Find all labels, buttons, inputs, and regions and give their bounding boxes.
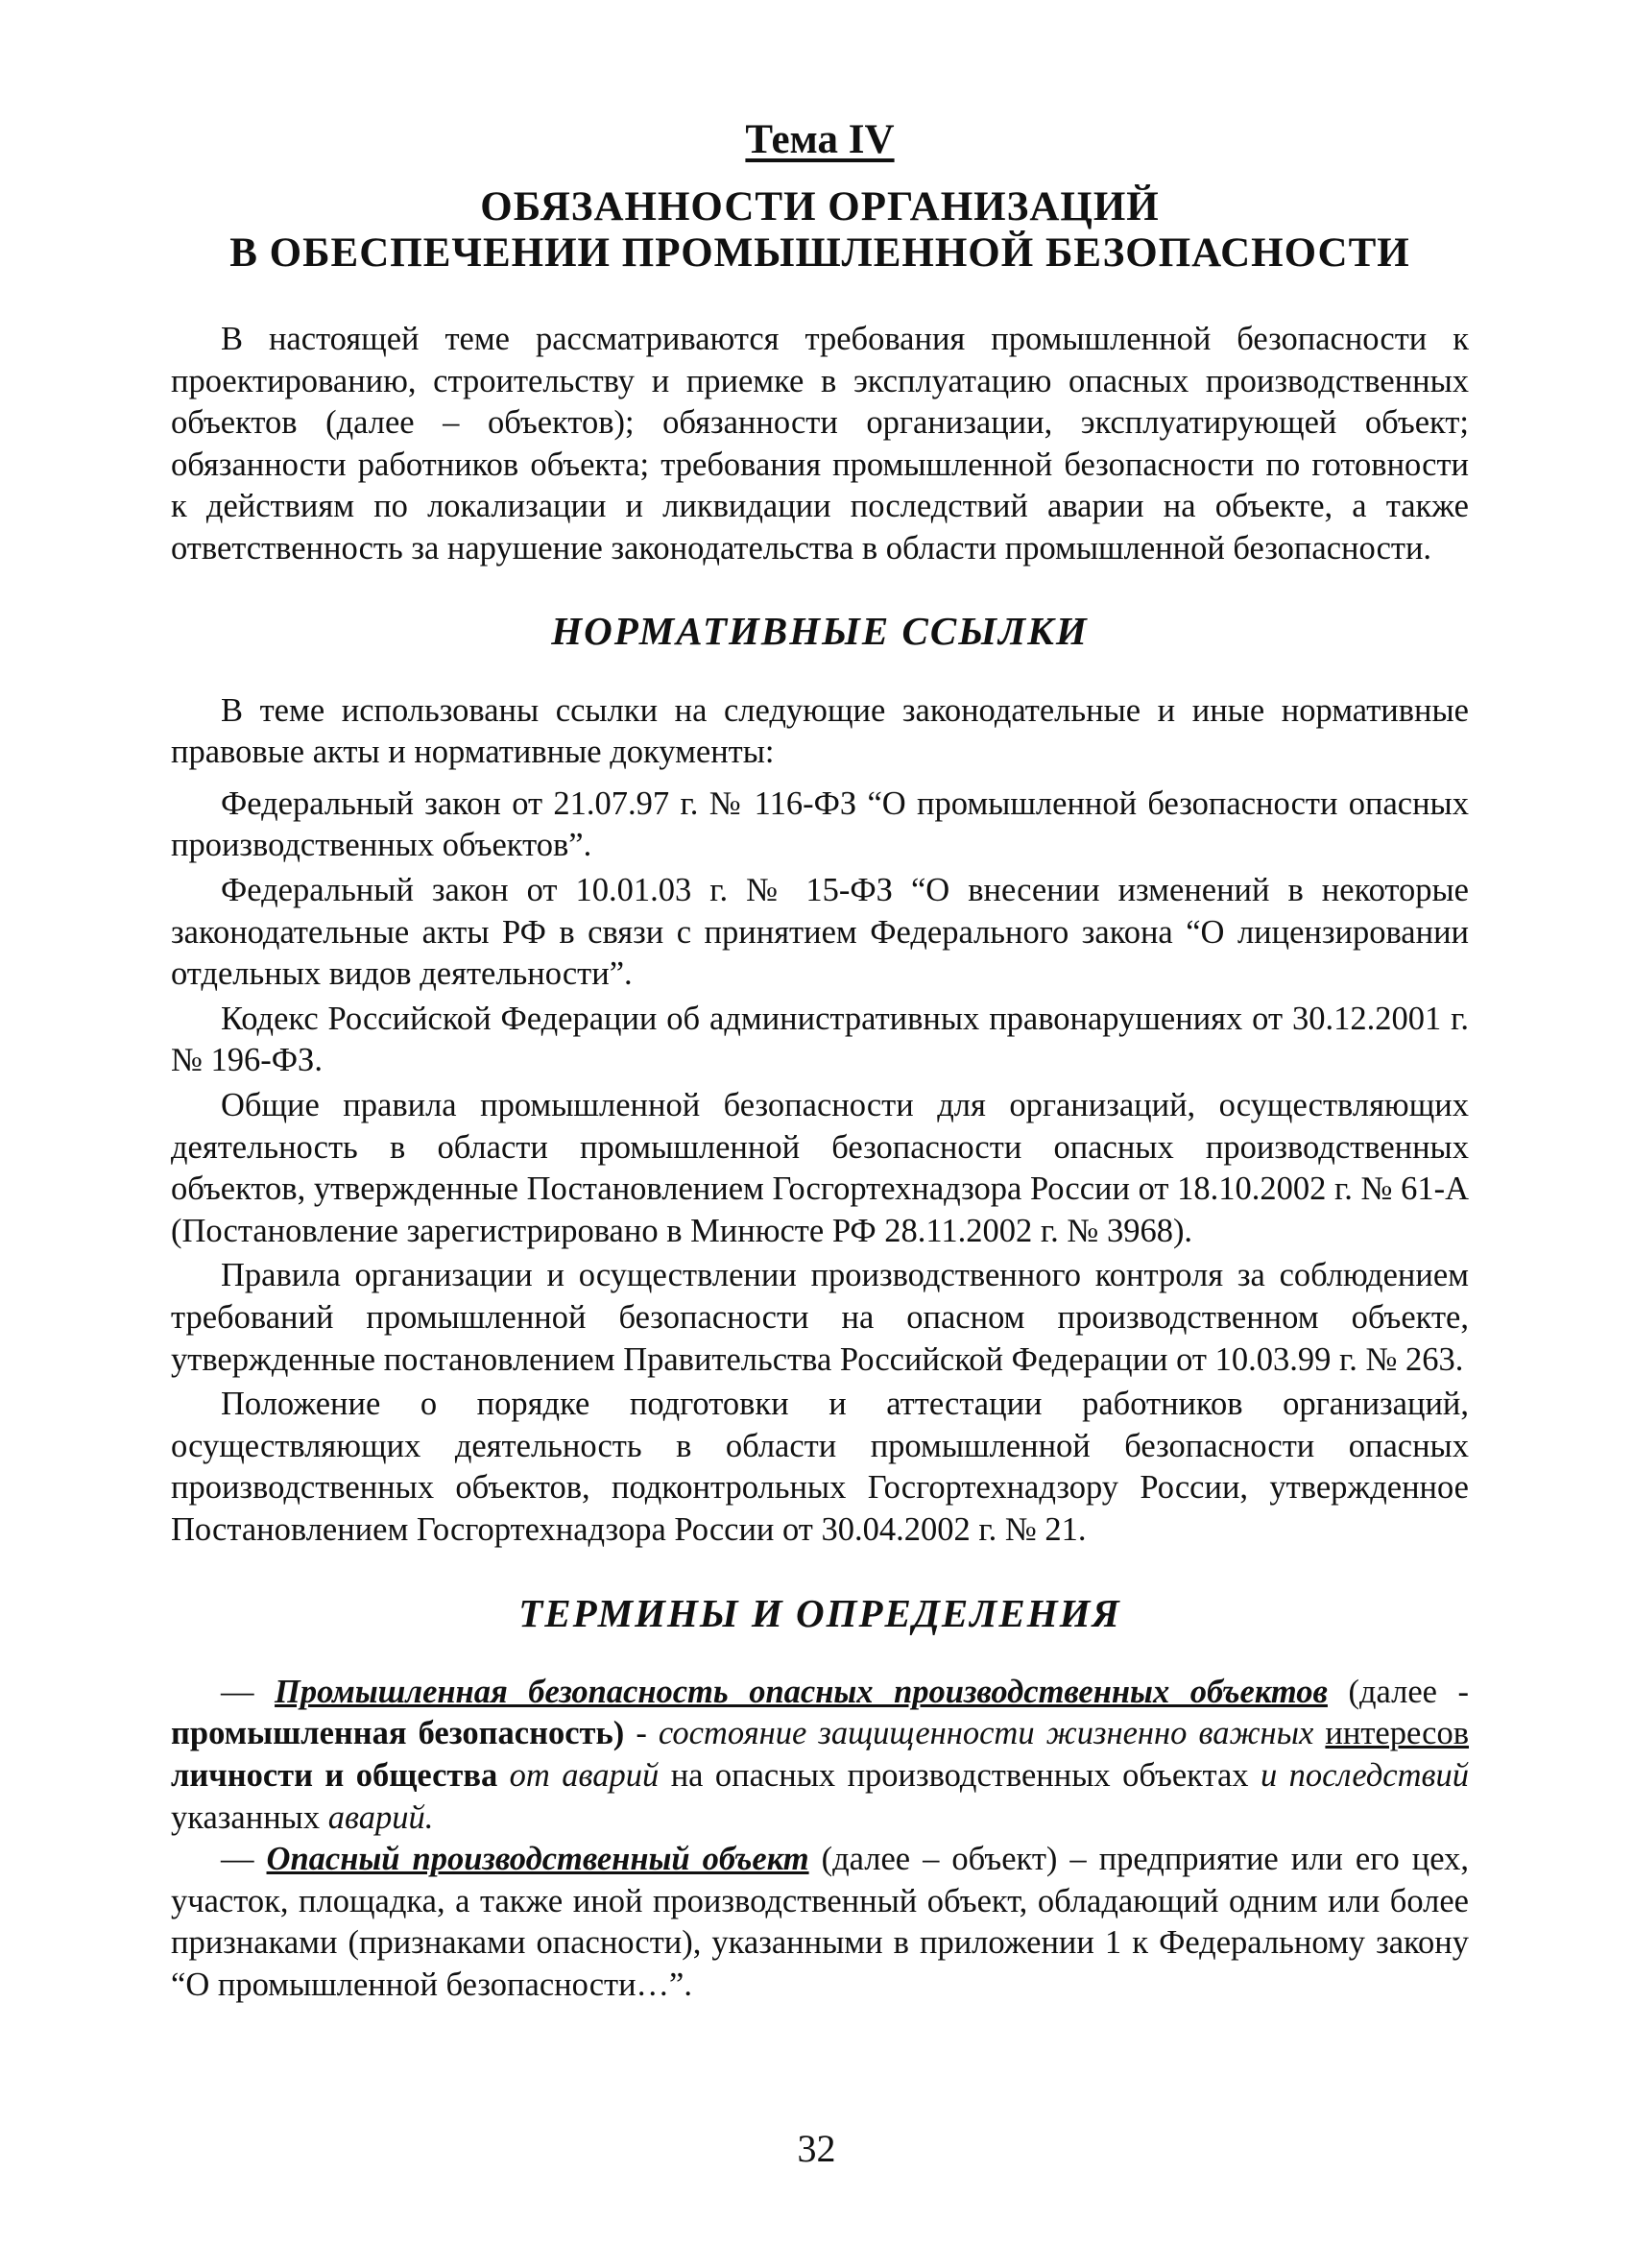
term-definition-industrial-safety [171,1672,1469,1839]
term-definition-part: личности и общества [171,1756,498,1794]
intro-paragraph: В настоящей теме рассматриваются требования промышленной безопасности к проектированию, строительству и приемке в эксплуатацию опасных производственных объектов (далее – объектов); обязанности организации, эксплуатирующей объект; обязанности работников объекта; требования промышленной безопасности по готовности к действиям по локализации и ликвидации последствий аварии на объекте, а также ответственность за нарушение законодательства в области промышленной безопасности. [171,320,1469,567]
term-name: Промышленная безопасность опасных производственных объектов [275,1673,1328,1710]
reference-item-3: Кодекс Российской Федерации об административных правонарушениях от 30.12.2001 г. № 196-ФЗ. [171,1000,1469,1079]
page-number: 32 [797,2127,836,2170]
term-name: Опасный производственный объект [266,1841,809,1878]
term-space [497,1757,509,1794]
reference-item-4: Общие правила промышленной безопасности для организаций, осуществляющих деятельность в области промышленной безопасности опасных производственных объектов, утвержденные Постановлением Госгортехнадзора России от 18.10.2002 г. № 61-А (Постановление зарегистрировано в Минюсте РФ 28.11.2002 г. № 3968). [171,1087,1469,1249]
term-definition-part: аварий. [327,1798,434,1836]
normative-intro-paragraph: В теме использованы ссылки на следующие законодательные и иные нормативные правовые акты и нормативные документы: [171,691,1469,771]
reference-item-5: Правила организации и осуществлении производственного контроля за соблюдением требований промышленной безопасности на опасном производственном объекте, утвержденные постановлением Правительства Российской Федерации от 10.03.99 г. № 263. [171,1257,1469,1378]
reference-item-2: Федеральный закон от 10.01.03 г. № 15-ФЗ “О внесении изменений в некоторые законодательные акты РФ в связи с принятием Федерального закона “О лицензировании отдельных видов деятельности”. [171,872,1469,993]
main-title [171,184,1469,277]
topic-heading: Тема IV [745,117,895,162]
term-alias: промышленная безопасность) [171,1715,625,1752]
main-title-line-1: ОБЯЗАННОСТИ ОРГАНИЗАЦИЙ [480,183,1160,229]
reference-item-6: Положение о порядке подготовки и аттестации работников организаций, осуществляющих деятельность в области промышленной безопасности опасных производственных объектов, подконтрольных Госгортехнадзору России, утвержденное Постановлением Госгортехнадзора России от 30.04.2002 г. № 21. [171,1386,1469,1548]
terms-definitions-heading: ТЕРМИНЫ И ОПРЕДЕЛЕНИЯ [518,1590,1121,1635]
term-definition-part: и последствий [1260,1756,1469,1794]
term-definition-part: (далее – объект) – предприятие или его цех, участок, площадка, а также иной производственный объект, обладающий одним или более признаками (признаками опасности), указанными в приложении 1 к Федеральному закону “О промышленной безопасности…”. [171,1841,1470,2003]
reference-item-1: Федеральный закон от 21.07.97 г. № 116-ФЗ “О промышленной безопасности опасных производственных объектов”. [171,784,1469,864]
term-definition-part: указанных [171,1798,328,1836]
term-separator: - [624,1715,659,1752]
page-content [171,115,1469,2006]
main-title-line-2: В ОБЕСПЕЧЕНИИ ПРОМЫШЛЕННОЙ БЕЗОПАСНОСТИ [229,229,1410,276]
term-definition-part: от аварий [509,1756,660,1794]
term-definition-hazardous-facility [171,1839,1469,2006]
term-dash: — [221,1841,267,1878]
normative-references-heading: НОРМАТИВНЫЕ ССЫЛКИ [551,609,1089,654]
term-definition-part: на опасных производственных объектах [659,1756,1261,1794]
term-aside: (далее - [1327,1673,1469,1710]
term-definition-part: интересов [1325,1715,1470,1752]
term-dash: — [221,1673,276,1710]
term-definition-part: состояние защищенности жизненно важных [658,1715,1326,1752]
